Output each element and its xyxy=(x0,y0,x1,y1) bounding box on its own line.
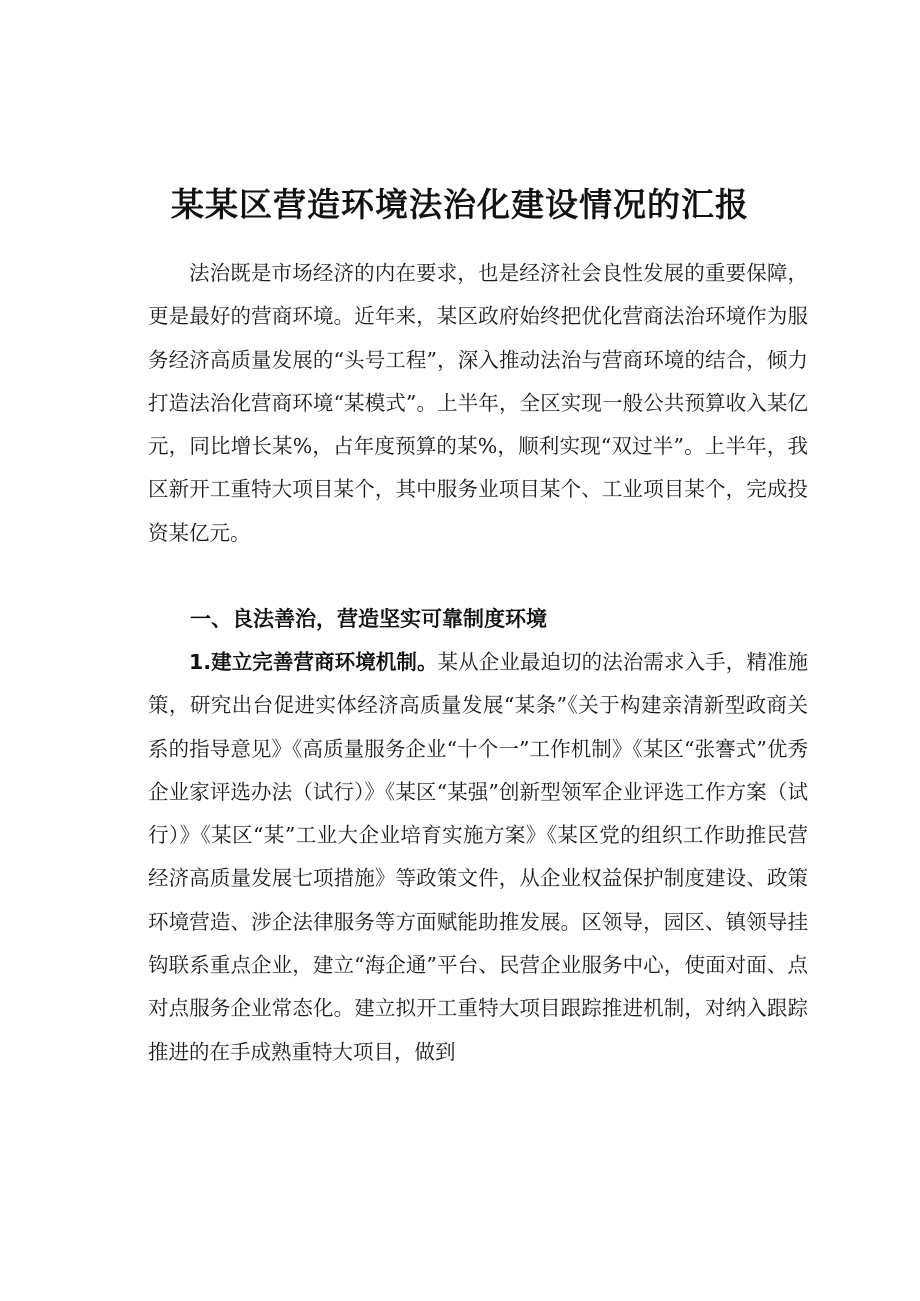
item-text: 某从企业最迫切的法治需求入手，精准施策，研究出台促进实体经济高质量发展“某条”《关于构建亲清新型政商关系的指导意见》《高质量服务企业“十个一”工作机制》《某区“张謇式”优秀企业家评选办法（试行）》《某区“某强”创新型领军企业评选工作方案（试行）》《某区“某”工业大企业培育实施方案》《某区党的组织工作助推民营经济高质量发展七项措施》等政策文件，从企业权益保护制度建设、政策环境营造、涉企法律服务等方面赋能助推发展。区领导，园区、镇领导挂钩联系重点企业，建立“海企通”平台、民营企业服务中心，使面对面、点对点服务企业常态化。建立拟开工重特大项目跟踪推进机制，对纳入跟踪推进的在手成熟重特大项目，做到 xyxy=(148,650,808,1064)
document-title: 某某区营造环境法治化建设情况的汇报 xyxy=(171,185,749,225)
section-heading: 一、良法善治，营造坚实可靠制度环境 xyxy=(190,607,547,631)
item-lead: 1.建立完善营商环境机制。 xyxy=(189,650,438,674)
item-paragraph xyxy=(148,641,808,1074)
intro-paragraph: 法治既是市场经济的内在要求，也是经济社会良性发展的重要保障，更是最好的营商环境。近年来，某区政府始终把优化营商法治环境作为服务经济高质量发展的“头号工程”，深入推动法治与营商环境的结合，倾力打造法治化营商环境“某模式”。上半年，全区实现一般公共预算收入某亿元，同比增长某%，占年度预算的某%，顺利实现“双过半”。上半年，我区新开工重特大项目某个，其中服务业项目某个、工业项目某个，完成投资某亿元。 xyxy=(148,261,808,545)
